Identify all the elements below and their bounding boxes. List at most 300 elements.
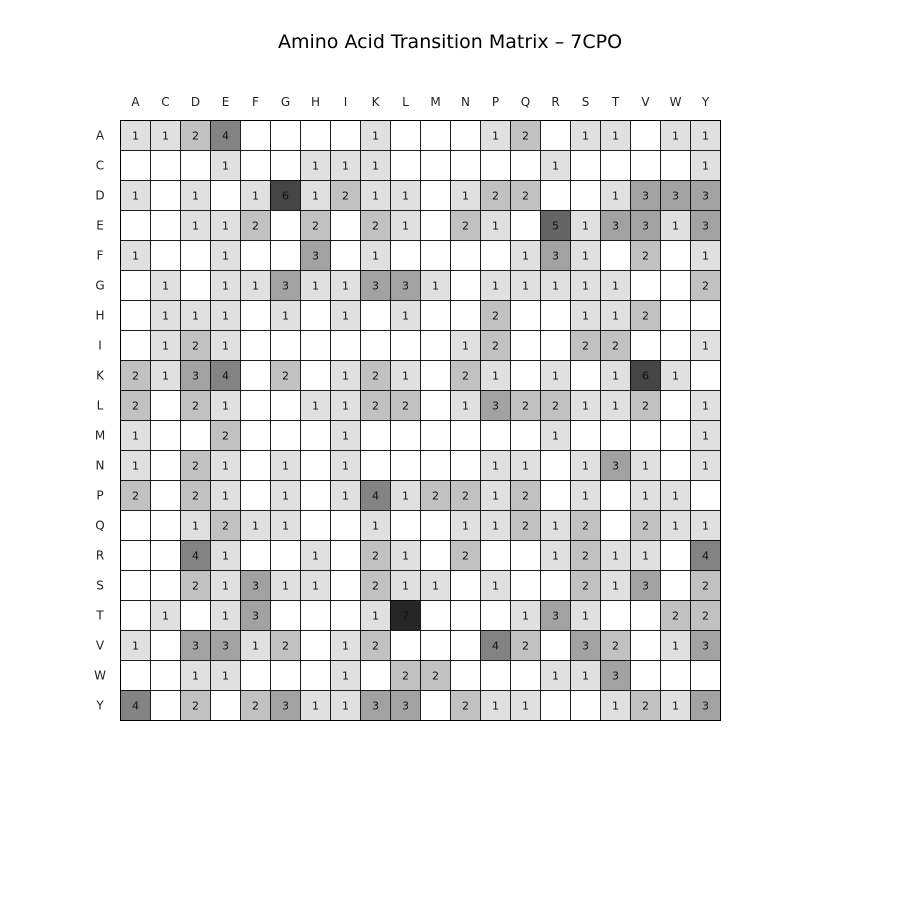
cell-value-label: 2 (642, 399, 649, 413)
heatmap-cell-A-G (271, 121, 301, 151)
cell-value-label: 1 (432, 279, 439, 293)
heatmap-cell-W-V (631, 661, 661, 691)
cell-value-label: 3 (312, 249, 319, 263)
heatmap-cell-M-K (361, 421, 391, 451)
row-label-G: G (95, 278, 105, 293)
cell-value-label: 4 (222, 369, 229, 383)
chart-title: Amino Acid Transition Matrix – 7CPO (277, 31, 623, 53)
heatmap-cell-M-T (601, 421, 631, 451)
heatmap-cell-A-N (451, 121, 481, 151)
heatmap-cell-S-C (151, 571, 181, 601)
heatmap-cell-A-R (541, 121, 571, 151)
heatmap-cell-M-N (451, 421, 481, 451)
cell-value-label: 1 (582, 669, 589, 683)
column-label-F: F (252, 95, 259, 109)
heatmap-cell-Y-C (151, 691, 181, 721)
heatmap-cell-V-C (151, 631, 181, 661)
cell-value-label: 1 (372, 159, 379, 173)
cell-value-label: 1 (162, 369, 169, 383)
heatmap-cell-H-Q (511, 301, 541, 331)
cell-value-label: 1 (462, 519, 469, 533)
column-tick-labels (131, 95, 709, 109)
cell-value-label: 3 (642, 579, 649, 593)
cell-value-label: 1 (582, 309, 589, 323)
column-label-V: V (641, 95, 650, 109)
cell-value-label: 1 (702, 399, 709, 413)
heatmap-cell-M-P (481, 421, 511, 451)
cell-value-label: 1 (582, 489, 589, 503)
cell-value-label: 2 (372, 639, 379, 653)
heatmap-cell-L-F (241, 391, 271, 421)
cell-value-label: 1 (522, 249, 529, 263)
heatmap-cell-F-W (661, 241, 691, 271)
heatmap-cell-C-V (631, 151, 661, 181)
cell-value-label: 1 (522, 699, 529, 713)
heatmap-cell-A-H (301, 121, 331, 151)
cell-value-label: 2 (522, 519, 529, 533)
heatmap-cell-V-R (541, 631, 571, 661)
heatmap-cell-W-N (451, 661, 481, 691)
cell-value-label: 1 (582, 219, 589, 233)
heatmap-cell-L-M (421, 391, 451, 421)
heatmap-cell-T-V (631, 601, 661, 631)
cell-value-label: 1 (162, 309, 169, 323)
heatmap-cell-H-A (121, 301, 151, 331)
heatmap-cell-D-E (211, 181, 241, 211)
row-label-M: M (94, 428, 106, 443)
cell-value-label: 2 (222, 519, 229, 533)
heatmap-cell-I-A (121, 331, 151, 361)
cell-value-label: 1 (672, 519, 679, 533)
cell-value-label: 1 (222, 579, 229, 593)
heatmap-cell-C-G (271, 151, 301, 181)
heatmap-cell-N-M (421, 451, 451, 481)
heatmap-cell-V-V (631, 631, 661, 661)
heatmap-cell-H-F (241, 301, 271, 331)
heatmap-cell-I-F (241, 331, 271, 361)
cell-value-label: 3 (642, 189, 649, 203)
heatmap-cell-Q-I (331, 511, 361, 541)
cell-value-label: 4 (372, 489, 379, 503)
heatmap-cell-H-K (361, 301, 391, 331)
cell-value-label: 1 (372, 189, 379, 203)
column-label-N: N (461, 95, 470, 109)
cell-value-label: 2 (522, 399, 529, 413)
cell-value-label: 1 (672, 699, 679, 713)
heatmap-cell-N-R (541, 451, 571, 481)
cell-value-label: 1 (222, 159, 229, 173)
cell-value-label: 2 (282, 369, 289, 383)
cell-value-label: 1 (522, 459, 529, 473)
cell-value-label: 6 (642, 369, 649, 383)
cell-value-label: 3 (252, 609, 259, 623)
heatmap-cell-F-F (241, 241, 271, 271)
cell-value-label: 3 (642, 219, 649, 233)
column-label-D: D (190, 95, 201, 109)
cell-value-label: 1 (252, 519, 259, 533)
heatmap-cell-K-M (421, 361, 451, 391)
cell-value-label: 2 (192, 399, 199, 413)
heatmap-cell-W-G (271, 661, 301, 691)
column-label-P: P (491, 95, 500, 109)
heatmap-cell-I-Q (511, 331, 541, 361)
heatmap-cell-M-M (421, 421, 451, 451)
cell-value-label: 1 (312, 279, 319, 293)
cell-value-label: 1 (582, 279, 589, 293)
cell-value-label: 1 (282, 309, 289, 323)
cell-value-label: 2 (132, 399, 139, 413)
cell-value-label: 3 (552, 609, 559, 623)
heatmap-cell-S-A (121, 571, 151, 601)
cell-value-label: 1 (522, 609, 529, 623)
cell-value-label: 2 (582, 579, 589, 593)
heatmap-cell-M-H (301, 421, 331, 451)
cell-value-label: 1 (252, 639, 259, 653)
heatmap-cell-W-F (241, 661, 271, 691)
cell-value-label: 1 (612, 579, 619, 593)
heatmap-cell-T-N (451, 601, 481, 631)
heatmap-cell-I-K (361, 331, 391, 361)
cell-value-label: 1 (222, 279, 229, 293)
heatmap-cell-P-R (541, 481, 571, 511)
heatmap-cell-F-T (601, 241, 631, 271)
cell-value-label: 1 (552, 159, 559, 173)
cell-value-label: 1 (132, 639, 139, 653)
heatmap-cell-F-G (271, 241, 301, 271)
heatmap-cell-F-I (331, 241, 361, 271)
heatmap-cell-T-P (481, 601, 511, 631)
heatmap-cell-W-K (361, 661, 391, 691)
cell-value-label: 2 (492, 189, 499, 203)
heatmap-cell-H-R (541, 301, 571, 331)
heatmap-cell-G-A (121, 271, 151, 301)
cell-value-label: 2 (282, 639, 289, 653)
heatmap-cell-F-N (451, 241, 481, 271)
heatmap-cell-V-N (451, 631, 481, 661)
heatmap-cell-G-D (181, 271, 211, 301)
cell-value-label: 3 (612, 459, 619, 473)
cell-value-label: 2 (372, 549, 379, 563)
heatmap-cell-G-N (451, 271, 481, 301)
heatmap-cell-D-M (421, 181, 451, 211)
heatmap-cell-I-G (271, 331, 301, 361)
cell-value-label: 1 (582, 249, 589, 263)
cell-value-label: 1 (342, 429, 349, 443)
cell-value-label: 3 (282, 279, 289, 293)
heatmap-cell-R-M (421, 541, 451, 571)
heatmap-cells (121, 121, 721, 721)
cell-value-label: 3 (222, 639, 229, 653)
heatmap-cell-M-V (631, 421, 661, 451)
heatmap-cell-S-N (451, 571, 481, 601)
cell-value-label: 2 (192, 489, 199, 503)
row-label-C: C (95, 158, 105, 173)
heatmap-cell-N-N (451, 451, 481, 481)
column-label-H: H (310, 95, 321, 109)
heatmap-cell-I-R (541, 331, 571, 361)
cell-value-label: 1 (312, 699, 319, 713)
heatmap-cell-C-N (451, 151, 481, 181)
heatmap-cell-N-C (151, 451, 181, 481)
cell-value-label: 1 (342, 309, 349, 323)
cell-value-label: 2 (612, 339, 619, 353)
heatmap-cell-P-T (601, 481, 631, 511)
cell-value-label: 1 (312, 159, 319, 173)
cell-value-label: 2 (192, 459, 199, 473)
heatmap-cell-W-Y (691, 661, 721, 691)
cell-value-label: 1 (612, 279, 619, 293)
heatmap-cell-N-K (361, 451, 391, 481)
cell-value-label: 1 (672, 219, 679, 233)
cell-value-label: 2 (192, 129, 199, 143)
cell-value-label: 1 (402, 549, 409, 563)
cell-value-label: 1 (162, 339, 169, 353)
cell-value-label: 2 (492, 309, 499, 323)
column-label-K: K (371, 95, 380, 109)
cell-value-label: 1 (282, 579, 289, 593)
heatmap-cell-I-W (661, 331, 691, 361)
cell-value-label: 2 (462, 489, 469, 503)
heatmap-cell-Y-E (211, 691, 241, 721)
cell-value-label: 3 (372, 699, 379, 713)
cell-value-label: 1 (192, 669, 199, 683)
cell-value-label: 2 (522, 639, 529, 653)
heatmap-cell-K-F (241, 361, 271, 391)
cell-value-label: 1 (342, 669, 349, 683)
cell-value-label: 1 (552, 519, 559, 533)
cell-value-label: 2 (372, 579, 379, 593)
heatmap-cell-C-T (601, 151, 631, 181)
heatmap-cell-T-H (301, 601, 331, 631)
cell-value-label: 1 (552, 549, 559, 563)
cell-value-label: 1 (492, 369, 499, 383)
heatmap-cell-A-V (631, 121, 661, 151)
row-label-E: E (96, 218, 104, 233)
cell-value-label: 1 (642, 489, 649, 503)
cell-value-label: 1 (702, 129, 709, 143)
heatmap-cell-M-D (181, 421, 211, 451)
heatmap-cell-P-H (301, 481, 331, 511)
heatmap-cell-Q-L (391, 511, 421, 541)
cell-value-label: 5 (552, 219, 559, 233)
heatmap-cell-R-A (121, 541, 151, 571)
cell-value-label: 2 (522, 489, 529, 503)
cell-value-label: 1 (312, 579, 319, 593)
cell-value-label: 3 (192, 639, 199, 653)
cell-value-label: 1 (642, 459, 649, 473)
row-label-T: T (96, 608, 104, 623)
row-label-W: W (94, 668, 106, 683)
heatmap-cell-L-W (661, 391, 691, 421)
heatmap-cell-I-H (301, 331, 331, 361)
cell-value-label: 1 (132, 129, 139, 143)
cell-value-label: 1 (702, 159, 709, 173)
heatmap-cell-G-V (631, 271, 661, 301)
heatmap-cell-S-R (541, 571, 571, 601)
cell-value-label: 1 (402, 579, 409, 593)
heatmap-cell-K-Y (691, 361, 721, 391)
cell-value-label: 1 (222, 219, 229, 233)
cell-value-label: 1 (582, 399, 589, 413)
cell-value-label: 2 (192, 579, 199, 593)
cell-value-label: 1 (342, 399, 349, 413)
row-label-P: P (96, 488, 104, 503)
heatmap-cell-T-M (421, 601, 451, 631)
cell-value-label: 2 (312, 219, 319, 233)
row-label-I: I (98, 338, 102, 353)
cell-value-label: 1 (702, 459, 709, 473)
cell-value-label: 1 (522, 279, 529, 293)
heatmap-cell-F-M (421, 241, 451, 271)
cell-value-label: 4 (222, 129, 229, 143)
cell-value-label: 1 (192, 519, 199, 533)
cell-value-label: 1 (672, 129, 679, 143)
heatmap-cell-F-L (391, 241, 421, 271)
cell-value-label: 3 (402, 699, 409, 713)
cell-value-label: 1 (702, 339, 709, 353)
cell-value-label: 1 (222, 549, 229, 563)
column-label-R: R (551, 95, 560, 109)
column-label-Q: Q (520, 95, 531, 109)
row-label-Y: Y (96, 698, 104, 713)
heatmap-cell-W-P (481, 661, 511, 691)
column-label-L: L (402, 95, 409, 109)
cell-value-label: 2 (132, 489, 139, 503)
column-label-T: T (611, 95, 620, 109)
cell-value-label: 1 (162, 129, 169, 143)
cell-value-label: 1 (462, 189, 469, 203)
column-label-C: C (161, 95, 170, 109)
cell-value-label: 1 (342, 369, 349, 383)
heatmap-cell-R-I (331, 541, 361, 571)
cell-value-label: 1 (402, 219, 409, 233)
cell-value-label: 2 (372, 219, 379, 233)
heatmap-cell-N-F (241, 451, 271, 481)
heatmap-cell-E-Q (511, 211, 541, 241)
cell-value-label: 1 (222, 399, 229, 413)
cell-value-label: 2 (402, 399, 409, 413)
cell-value-label: 1 (492, 579, 499, 593)
cell-value-label: 3 (702, 219, 709, 233)
cell-value-label: 2 (642, 519, 649, 533)
cell-value-label: 1 (612, 129, 619, 143)
heatmap-cell-F-P (481, 241, 511, 271)
cell-value-label: 1 (252, 189, 259, 203)
row-label-A: A (95, 128, 105, 143)
row-label-D: D (95, 188, 105, 203)
cell-value-label: 2 (642, 309, 649, 323)
cell-value-label: 2 (342, 189, 349, 203)
heatmap-cell-T-A (121, 601, 151, 631)
heatmap-cell-R-P (481, 541, 511, 571)
heatmap-cell-I-L (391, 331, 421, 361)
column-label-W: W (669, 95, 682, 109)
cell-value-label: 1 (312, 399, 319, 413)
row-label-S: S (96, 578, 104, 593)
heatmap-cell-C-D (181, 151, 211, 181)
cell-value-label: 1 (222, 249, 229, 263)
cell-value-label: 3 (492, 399, 499, 413)
cell-value-label: 2 (702, 579, 709, 593)
cell-value-label: 1 (582, 609, 589, 623)
cell-value-label: 1 (342, 159, 349, 173)
heatmap-cell-M-C (151, 421, 181, 451)
heatmap-cell-C-L (391, 151, 421, 181)
cell-value-label: 2 (582, 519, 589, 533)
heatmap-cell-N-H (301, 451, 331, 481)
cell-value-label: 1 (492, 519, 499, 533)
heatmap-cell-H-M (421, 301, 451, 331)
row-tick-labels (94, 129, 106, 713)
heatmap-cell-D-R (541, 181, 571, 211)
heatmap-cell-A-F (241, 121, 271, 151)
heatmap-cell-Q-T (601, 511, 631, 541)
cell-value-label: 1 (372, 609, 379, 623)
heatmap-cell-N-W (661, 451, 691, 481)
cell-value-label: 2 (462, 699, 469, 713)
column-label-Y: Y (701, 95, 710, 109)
cell-value-label: 1 (612, 189, 619, 203)
column-label-E: E (221, 95, 230, 109)
row-label-L: L (96, 398, 104, 413)
heatmap-cell-C-F (241, 151, 271, 181)
cell-value-label: 4 (492, 639, 499, 653)
heatmap-cell-V-H (301, 631, 331, 661)
heatmap-cell-R-G (271, 541, 301, 571)
cell-value-label: 2 (702, 279, 709, 293)
cell-value-label: 1 (222, 669, 229, 683)
cell-value-label: 1 (702, 519, 709, 533)
cell-value-label: 1 (342, 639, 349, 653)
cell-value-label: 2 (582, 549, 589, 563)
cell-value-label: 1 (312, 189, 319, 203)
heatmap-cell-E-I (331, 211, 361, 241)
heatmap-cell-W-Q (511, 661, 541, 691)
heatmap-cell-R-F (241, 541, 271, 571)
cell-value-label: 1 (222, 459, 229, 473)
heatmap-cell-L-G (271, 391, 301, 421)
cell-value-label: 1 (222, 339, 229, 353)
heatmap-cell-K-H (301, 361, 331, 391)
heatmap-cell-Q-H (301, 511, 331, 541)
column-label-M: M (430, 95, 441, 109)
heatmap-cell-Q-C (151, 511, 181, 541)
cell-value-label: 1 (492, 489, 499, 503)
heatmap-cell-I-V (631, 331, 661, 361)
cell-value-label: 3 (702, 189, 709, 203)
cell-value-label: 1 (132, 249, 139, 263)
cell-value-label: 1 (432, 579, 439, 593)
cell-value-label: 2 (192, 339, 199, 353)
heatmap-cell-H-N (451, 301, 481, 331)
heatmap-cell-C-P (481, 151, 511, 181)
cell-value-label: 2 (462, 549, 469, 563)
cell-value-label: 1 (492, 219, 499, 233)
heatmap-cell-D-C (151, 181, 181, 211)
heatmap-cell-H-W (661, 301, 691, 331)
heatmap-cell-S-Q (511, 571, 541, 601)
column-label-G: G (280, 95, 291, 109)
cell-value-label: 2 (192, 699, 199, 713)
cell-value-label: 1 (402, 309, 409, 323)
heatmap-cell-H-H (301, 301, 331, 331)
cell-value-label: 1 (582, 459, 589, 473)
heatmap-cell-F-D (181, 241, 211, 271)
cell-value-label: 2 (642, 249, 649, 263)
row-label-R: R (95, 548, 105, 563)
cell-value-label: 1 (372, 519, 379, 533)
cell-value-label: 2 (492, 339, 499, 353)
